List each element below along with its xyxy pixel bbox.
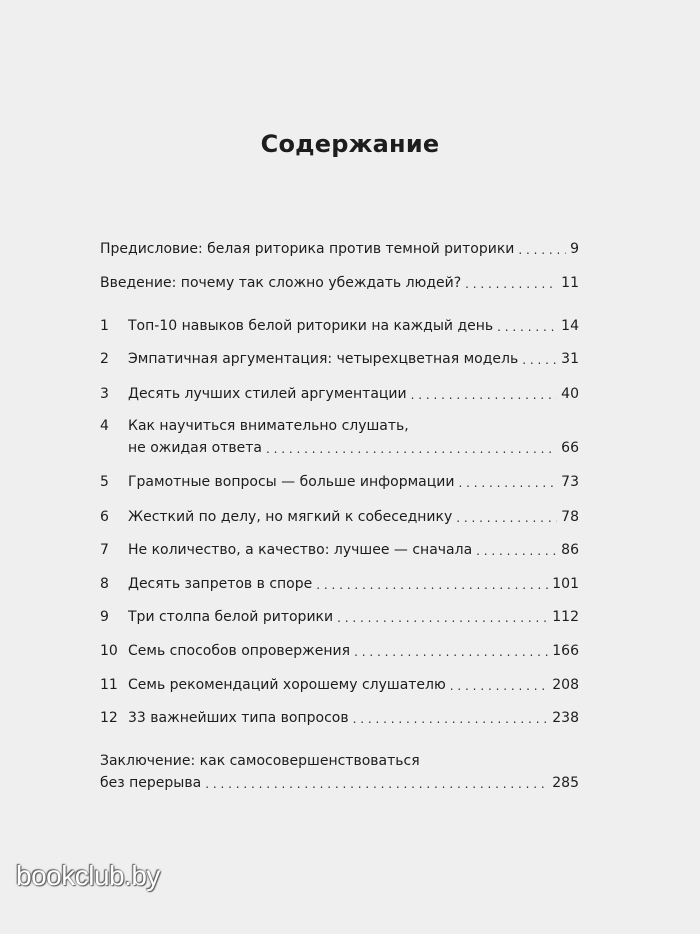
toc-entry-number: 12 <box>100 710 118 726</box>
dot-leader <box>266 441 557 457</box>
toc-entry-chapter-3 <box>100 385 579 403</box>
toc-entry-chapter-11 <box>100 676 579 694</box>
dot-leader <box>450 678 548 694</box>
toc-entry-title: Введение: почему так сложно убеждать людей? <box>100 275 462 291</box>
toc-entry-page: 9 <box>570 241 579 257</box>
toc-entry-number: 5 <box>100 474 109 490</box>
toc-entry-page: 73 <box>561 474 579 490</box>
toc-entry-number: 8 <box>100 576 109 592</box>
dot-leader <box>337 610 548 626</box>
dot-leader <box>354 644 548 660</box>
toc-entry-number: 4 <box>100 418 109 434</box>
toc-entry-title: Семь способов опровержения <box>128 643 351 659</box>
toc-entry-chapter-6 <box>100 508 579 526</box>
dot-leader <box>316 577 548 593</box>
toc-entry-number: 2 <box>100 351 109 367</box>
toc-entry-number: 7 <box>100 542 109 558</box>
toc-entry-page: 86 <box>561 542 579 558</box>
toc-entry-page: 66 <box>561 440 579 456</box>
toc-entry-chapter-8 <box>100 575 579 593</box>
toc-entry-title: Десять запретов в споре <box>128 576 313 592</box>
toc-entry-title: Десять лучших стилей аргументации <box>128 386 407 402</box>
toc-entry-page: 40 <box>561 386 579 402</box>
dot-leader <box>465 276 557 292</box>
toc-entry-page: 78 <box>561 509 579 525</box>
toc-entry-conclusion <box>100 774 579 792</box>
toc-entry-preface <box>100 240 579 258</box>
toc-entry-title: Семь рекомендаций хорошему слушателю <box>128 677 446 693</box>
dot-leader <box>476 543 557 559</box>
toc-entry-page: 208 <box>552 677 579 693</box>
toc-entry-number: 11 <box>100 677 118 693</box>
toc-entry-title: Жесткий по делу, но мягкий к собеседнику <box>128 509 453 525</box>
dot-leader <box>518 242 566 258</box>
toc-entry-chapter-4 <box>100 439 579 457</box>
toc-entry-title: Топ-10 навыков белой риторики на каждый день <box>128 318 494 334</box>
toc-entry-number: 6 <box>100 509 109 525</box>
dot-leader <box>411 387 558 403</box>
watermark-bookclub: bookclub.by <box>16 860 160 891</box>
toc-entry-title: Грамотные вопросы — больше информации <box>128 474 455 490</box>
dot-leader <box>456 510 557 526</box>
toc-entry-title: не ожидая ответа <box>128 440 262 456</box>
toc-entry-page: 14 <box>561 318 579 334</box>
toc-entry-title: 33 важнейших типа вопросов <box>128 710 349 726</box>
toc-entry-introduction <box>100 274 579 292</box>
toc-entry-title-line1: Заключение: как самосовершенствоваться <box>100 753 420 769</box>
toc-entry-page: 238 <box>552 710 579 726</box>
toc-entry-title: Три столпа белой риторики <box>128 609 334 625</box>
toc-entry-chapter-1 <box>100 317 579 335</box>
toc-entry-chapter-2 <box>100 350 579 368</box>
toc-entry-page: 31 <box>561 351 579 367</box>
dot-leader <box>458 475 557 491</box>
page-title: Содержание <box>260 130 440 158</box>
dot-leader <box>353 711 549 727</box>
dot-leader <box>205 776 548 792</box>
toc-entry-number: 3 <box>100 386 109 402</box>
toc-entry-title: Не количество, а качество: лучшее — сначала <box>128 542 473 558</box>
dot-leader <box>497 319 557 335</box>
toc-entry-page: 11 <box>561 275 579 291</box>
toc-entry-chapter-10 <box>100 642 579 660</box>
toc-entry-chapter-5 <box>100 473 579 491</box>
dot-leader <box>522 352 557 368</box>
toc-entry-title: без перерыва <box>100 775 202 791</box>
toc-entry-page: 166 <box>552 643 579 659</box>
toc-entry-page: 112 <box>552 609 579 625</box>
toc-entry-page: 101 <box>552 576 579 592</box>
toc-entry-chapter-7 <box>100 541 579 559</box>
toc-entry-chapter-9 <box>100 608 579 626</box>
toc-entry-page: 285 <box>552 775 579 791</box>
toc-entry-number: 1 <box>100 318 109 334</box>
toc-entry-title-line1: Как научиться внимательно слушать, <box>128 418 409 434</box>
toc-entry-title: Предисловие: белая риторика против темной риторики <box>100 241 515 257</box>
toc-entry-number: 10 <box>100 643 118 659</box>
toc-entry-number: 9 <box>100 609 109 625</box>
toc-entry-title: Эмпатичная аргументация: четырехцветная модель <box>128 351 519 367</box>
toc-entry-chapter-12 <box>100 709 579 727</box>
